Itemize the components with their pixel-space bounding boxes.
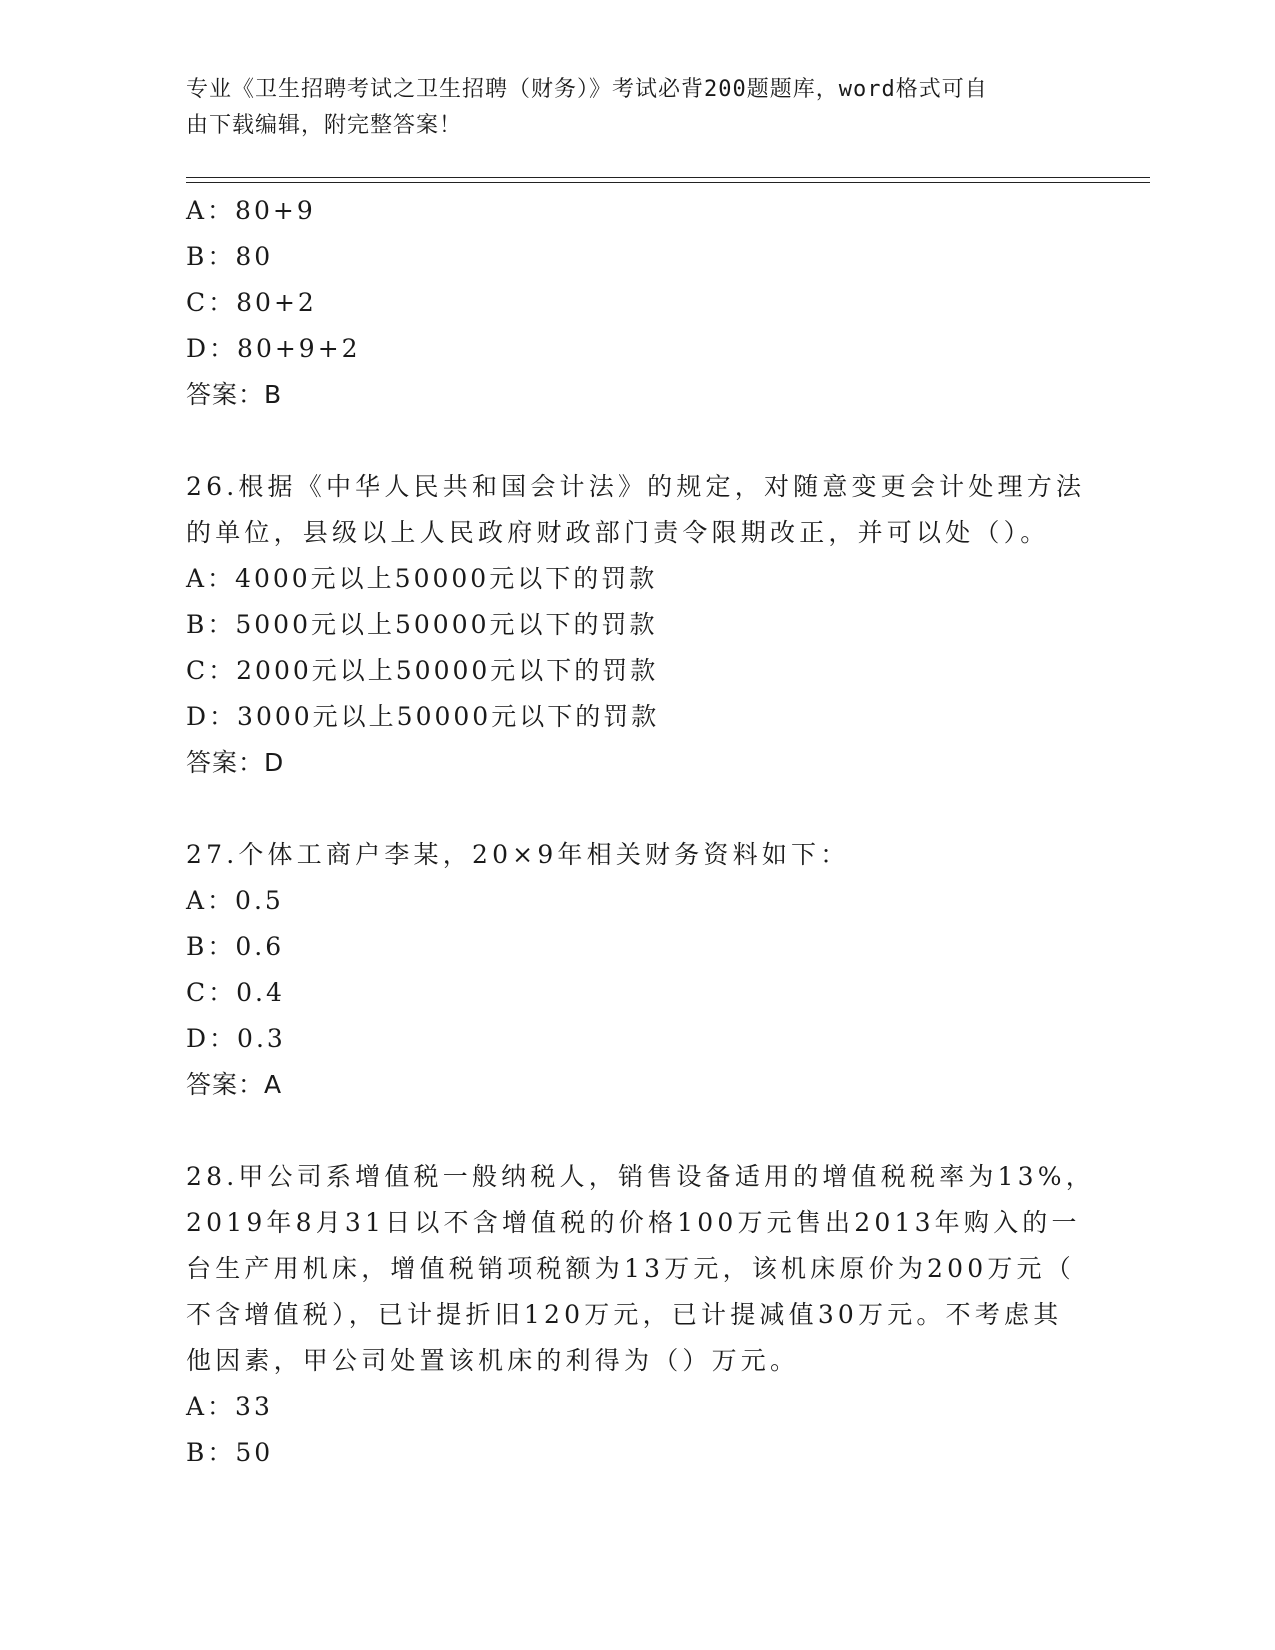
- question-stem: [186, 832, 1086, 878]
- option-b: B：50: [186, 1438, 274, 1467]
- option-a: A：80+9: [186, 196, 316, 225]
- question-26: [186, 464, 1086, 786]
- question-stem: [186, 1154, 1095, 1384]
- question-stem: [186, 464, 1086, 556]
- option-c: C：0.4: [186, 978, 285, 1007]
- option-d: D：0.3: [186, 1024, 286, 1053]
- document-header: [186, 72, 1066, 144]
- answer: 答案：A: [186, 1070, 283, 1099]
- stem-line: 的单位，县级以上人民政府财政部门责令限期改正，并可以处（）。: [186, 518, 1050, 547]
- question-28: [186, 1154, 1095, 1476]
- stem-line: 28.甲公司系增值税一般纳税人，销售设备适用的增值税税率为13%，: [186, 1162, 1095, 1191]
- header-line-2: 由下载编辑，附完整答案！: [186, 113, 463, 138]
- option-b: B：0.6: [186, 932, 285, 961]
- answer: 答案：B: [186, 380, 283, 409]
- option-c: C：2000元以上50000元以下的罚款: [186, 656, 659, 685]
- header-line-1: 专业《卫生招聘考试之卫生招聘（财务）》考试必背200题题库，word格式可自: [186, 77, 988, 102]
- option-c: C：80+2: [186, 288, 317, 317]
- stem-line: 不含增值税），已计提折旧120万元，已计提减值30万元。不考虑其: [186, 1300, 1063, 1329]
- question-27: [186, 832, 1086, 1108]
- option-a: A：0.5: [186, 886, 284, 915]
- option-a: A：33: [186, 1392, 273, 1421]
- stem-line: 他因素，甲公司处置该机床的利得为（）万元。: [186, 1346, 800, 1375]
- question-list: [186, 188, 1095, 1476]
- stem-line: 2019年8月31日以不含增值税的价格100万元售出2013年购入的一: [186, 1208, 1081, 1237]
- answer: 答案：D: [186, 748, 285, 777]
- stem-line: 26.根据《中华人民共和国会计法》的规定，对随意变更会计处理方法: [186, 472, 1086, 501]
- option-a: A：4000元以上50000元以下的罚款: [186, 564, 658, 593]
- option-d: D：3000元以上50000元以下的罚款: [186, 702, 660, 731]
- stem-line: 27.个体工商户李某，20×9年相关财务资料如下：: [186, 840, 850, 869]
- header-rule-bottom: [186, 182, 1150, 183]
- question-25: [186, 188, 1086, 418]
- option-b: B：80: [186, 242, 274, 271]
- option-d: D：80+9+2: [186, 334, 361, 363]
- option-b: B：5000元以上50000元以下的罚款: [186, 610, 658, 639]
- header-rule-top: [186, 177, 1150, 178]
- stem-line: 台生产用机床，增值税销项税额为13万元，该机床原价为200万元（: [186, 1254, 1075, 1283]
